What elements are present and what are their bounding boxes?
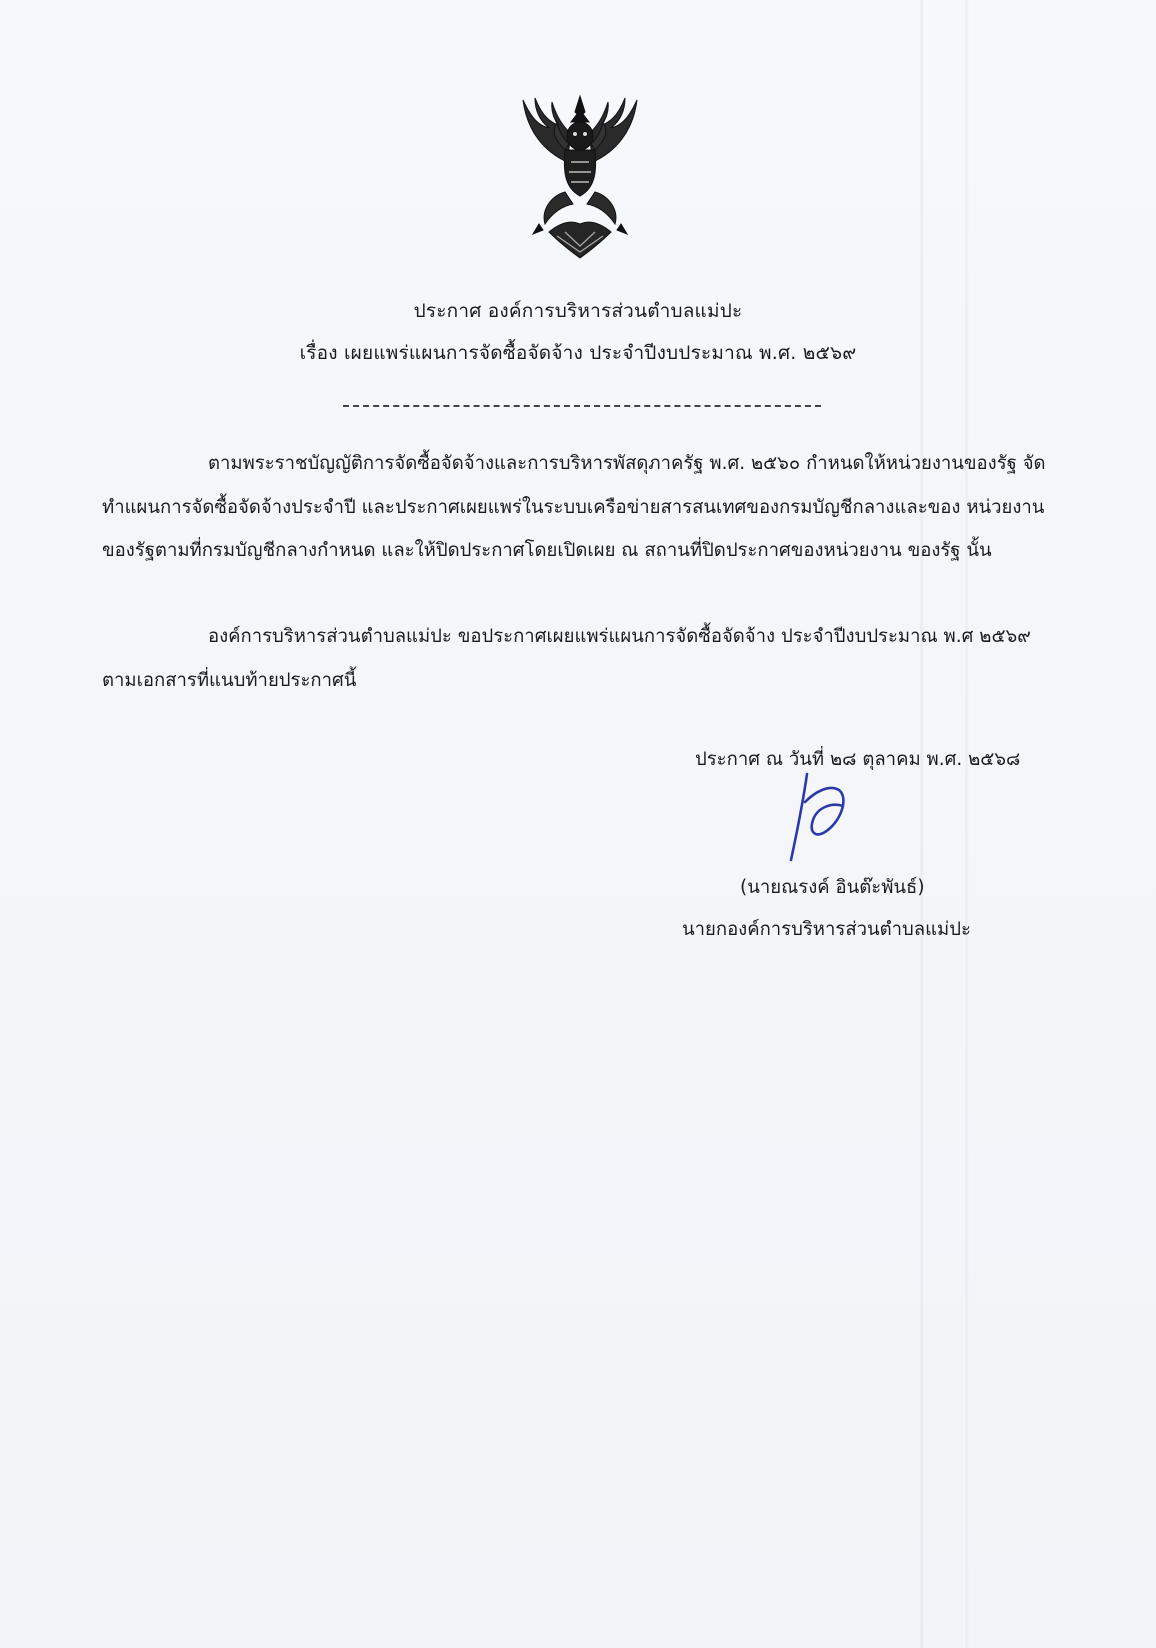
handwritten-signature	[785, 772, 855, 864]
signer-name: (นายณรงค์ อินต๊ะพันธ์)	[740, 877, 925, 898]
garuda-emblem-icon	[505, 92, 655, 260]
body-paragraph-1: ตามพระราชบัญญัติการจัดซื้อจัดจ้างและการบริหารพัสดุภาครัฐ พ.ศ. ๒๕๖๐ กำหนดให้หน่วยงานของรัฐ จัดทำแผนการจัดซื้อจัดจ้างประจำปี และประกาศเผยแพร่ในระบบเครือข่ายสารสนเทศของกรมบัญชีกลางและของ หน่วยงานของรัฐตามที่กรมบัญชีกลางกำหนด และให้ปิดประกาศโดยเปิดเผย ณ สถานที่ปิดประกาศของหน่วยงาน ของรัฐ นั้น	[102, 453, 1046, 561]
section-divider	[343, 405, 821, 407]
announcement-date: ประกาศ ณ วันที่ ๒๘ ตุลาคม พ.ศ. ๒๕๖๘	[695, 749, 1021, 770]
signer-position: นายกองค์การบริหารส่วนตำบลแม่ปะ	[682, 919, 971, 940]
announcement-subject: เรื่อง เผยแพร่แผนการจัดซื้อจัดจ้าง ประจำปีงบประมาณ พ.ศ. ๒๕๖๙	[299, 342, 857, 364]
body-paragraph-2: องค์การบริหารส่วนตำบลแม่ปะ ขอประกาศเผยแพร่แผนการจัดซื้อจัดจ้าง ประจำปีงบประมาณ พ.ศ ๒๕๖๙ ตามเอกสารที่แนบท้ายประกาศนี้	[102, 626, 1031, 691]
announcement-title: ประกาศ องค์การบริหารส่วนตำบลแม่ปะ	[413, 300, 743, 322]
